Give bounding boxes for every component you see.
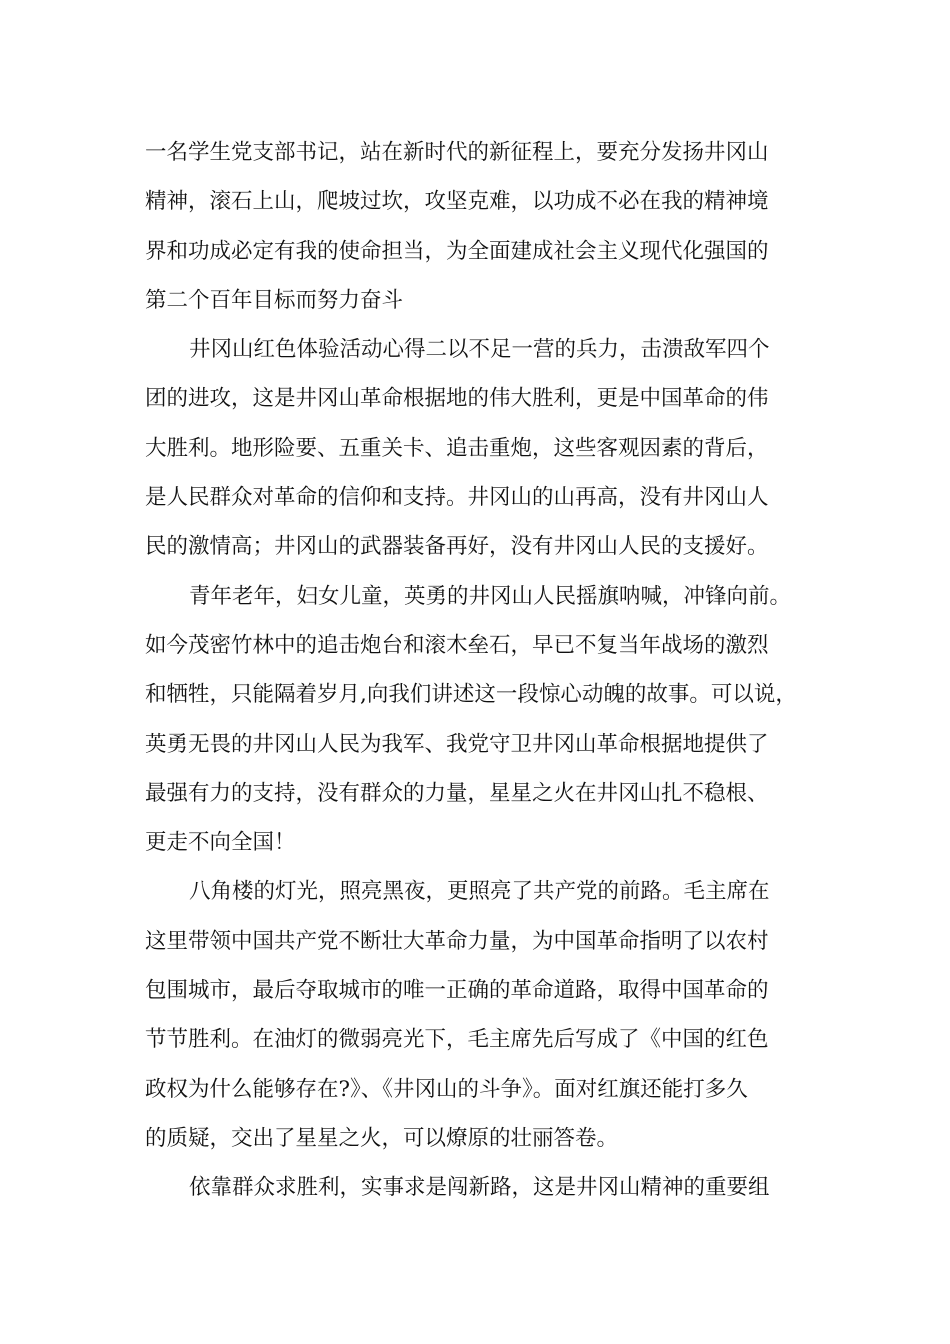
paragraph-3: [145, 572, 825, 868]
paragraph-2: [145, 325, 825, 571]
paragraph-4: [145, 867, 825, 1163]
text-line: 团的进攻，这是井冈山革命根据地的伟大胜利，更是中国革命的伟: [145, 386, 769, 412]
text-line: 第二个百年目标而努力奋斗: [145, 287, 404, 313]
text-line: 的质疑，交出了星星之火，可以燎原的壮丽答卷。: [145, 1125, 619, 1151]
text-line: 英勇无畏的井冈山人民为我军、我党守卫井冈山革命根据地提供了: [145, 731, 769, 757]
text-line: 一名学生党支部书记，站在新时代的新征程上，要充分发扬井冈山: [145, 140, 769, 165]
text-line: 和牺牲，只能隔着岁月,向我们讲述这一段惊心动魄的故事。可以说，: [145, 682, 797, 708]
text-line: 更走不向全国！: [145, 830, 296, 856]
text-line: 井冈山红色体验活动心得二以不足一营的兵力，击溃敌军四个: [189, 337, 770, 363]
text-line: 民的激情高；井冈山的武器装备再好，没有井冈山人民的支援好。: [145, 534, 769, 560]
document-body: [145, 128, 825, 1213]
text-line: 这里带领中国共产党不断壮大革命力量，为中国革命指明了以农村: [145, 928, 769, 954]
text-line: 包围城市，最后夺取城市的唯一正确的革命道路，取得中国革命的: [145, 978, 769, 1004]
text-line: 最强有力的支持，没有群众的力量，星星之火在井冈山扎不稳根、: [145, 780, 769, 806]
text-line: 界和功成必定有我的使命担当，为全面建成社会主义现代化强国的: [145, 238, 769, 264]
text-line: 如今茂密竹林中的追击炮台和滚木垒石，早已不复当年战场的激烈: [145, 632, 769, 658]
text-line: 八角楼的灯光，照亮黑夜，更照亮了共产党的前路。毛主席在: [189, 879, 770, 905]
text-line: 依靠群众求胜利，实事求是闯新路，这是井冈山精神的重要组: [189, 1175, 770, 1201]
text-line: 是人民群众对革命的信仰和支持。井冈山的山再高，没有井冈山人: [145, 485, 769, 511]
text-line: 政权为什么能够存在?》、《井冈山的斗争》。面对红旗还能打多久: [145, 1076, 748, 1102]
paragraph-1: [145, 128, 825, 325]
text-line: 节节胜利。在油灯的微弱亮光下，毛主席先后写成了《中国的红色: [145, 1027, 769, 1053]
paragraph-5: [145, 1163, 825, 1212]
text-line: 青年老年，妇女儿童，英勇的井冈山人民摇旗呐喊，冲锋向前。: [189, 583, 792, 609]
text-line: 精神，滚石上山，爬坡过坎，攻坚克难，以功成不必在我的精神境: [145, 189, 769, 215]
text-line: 大胜利。地形险要、五重关卡、追击重炮，这些客观因素的背后，: [145, 435, 769, 461]
